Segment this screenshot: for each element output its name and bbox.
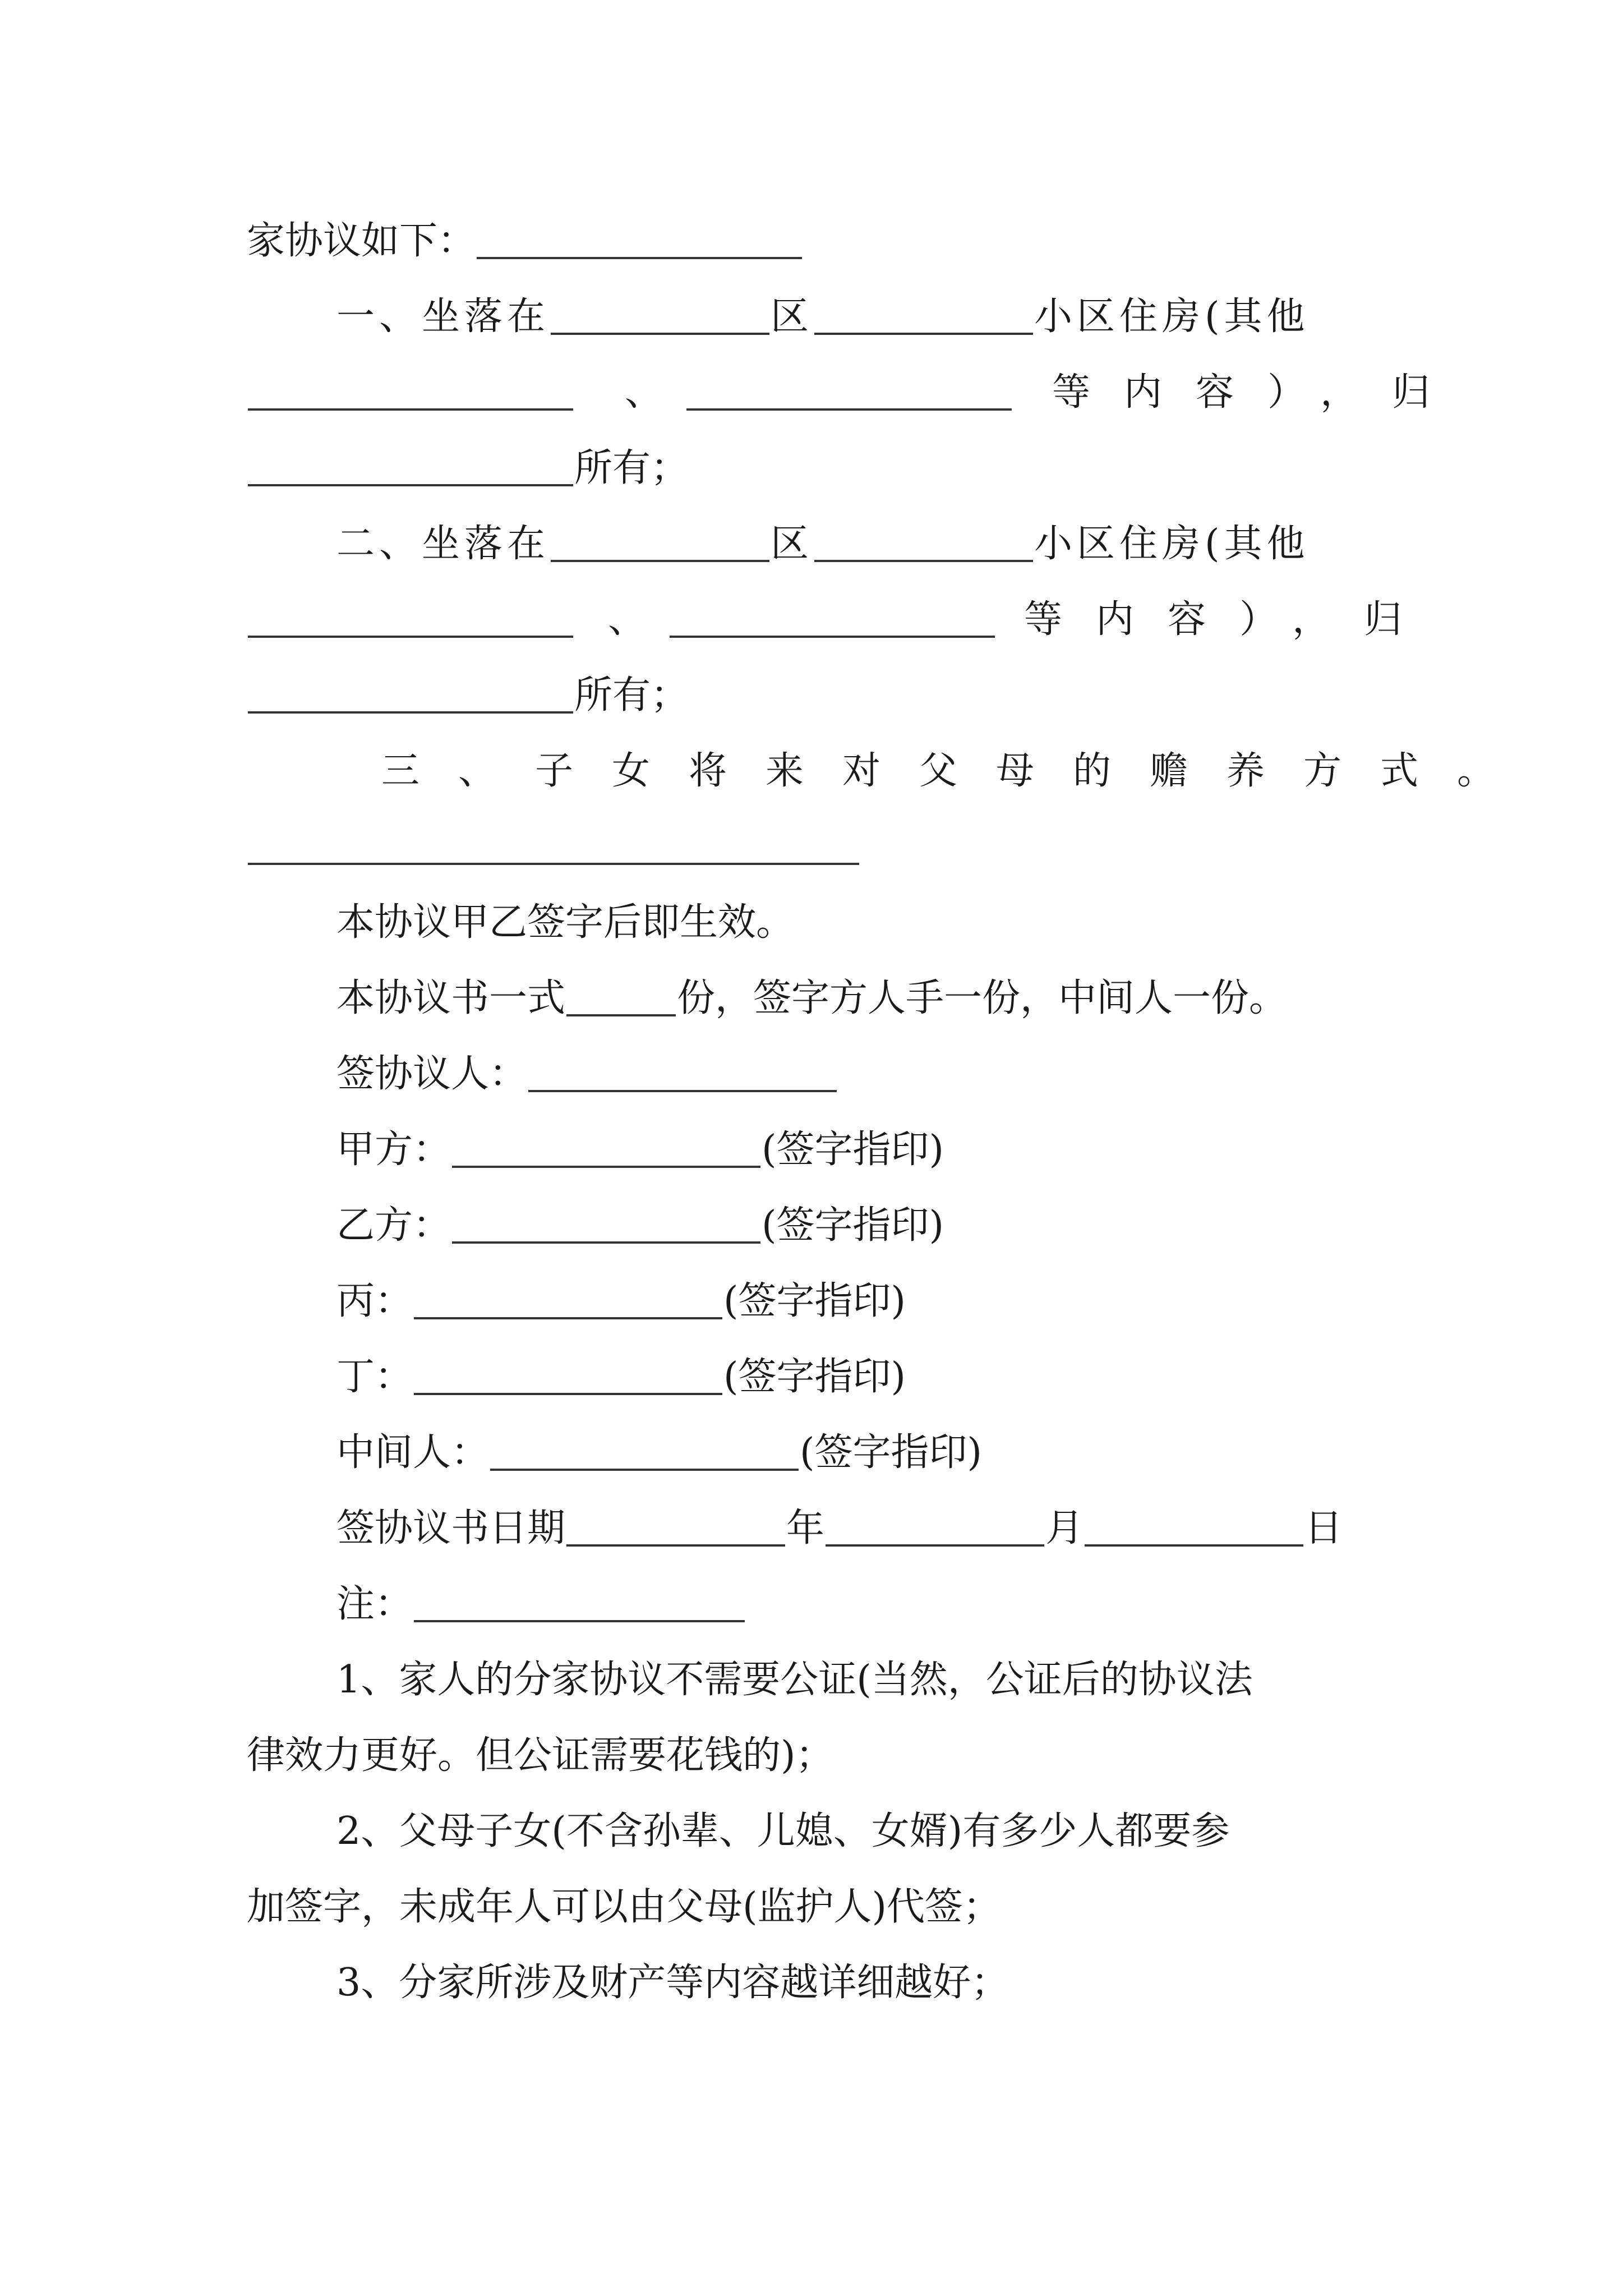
note1-line-2 [247,1728,834,1784]
item1-sep: 、 [625,370,663,415]
item3-text: 三、子女将来对父母的赡养方式。 [381,749,1534,793]
day-label: 日 [1304,1506,1343,1550]
item1-prefix: 一、坐落在 [336,295,550,339]
item3-blank-line [247,819,860,875]
copies-suffix: 份，签字方人手一份，中间人一份。 [677,976,1288,1020]
note3-text: 3、分家所涉及财产等内容越详细越好； [336,1961,1009,2005]
item1-line [336,289,1310,345]
year-blank[interactable] [566,1543,785,1547]
item2-sep: 、 [608,597,647,642]
item2-district: 区 [771,522,814,566]
sign-mark: (签字指印) [800,1430,983,1475]
note2-text-2: 加签字，未成年人可以由父母(监护人)代签； [247,1885,1002,1929]
item2-prefix: 二、坐落在 [336,522,550,566]
item2-house: 小区住房(其他 [1034,522,1310,566]
note-line [336,1576,746,1632]
date-label: 签协议书日期 [336,1506,566,1550]
community-blank[interactable] [814,332,1033,335]
party-a-blank[interactable] [452,1165,760,1168]
item2-line [336,516,1310,572]
middleman-blank[interactable] [490,1467,799,1471]
copies-blank[interactable] [566,1013,676,1016]
effect-line [336,895,794,951]
item1-line-2 [247,365,1464,421]
year-label: 年 [786,1506,825,1550]
signers-line [336,1046,838,1102]
district-blank[interactable] [551,332,769,335]
sign-mark: (签字指印) [762,1203,944,1248]
note2-line [336,1803,1229,1860]
community-blank-2[interactable] [814,559,1033,562]
other-blank-2[interactable] [686,407,1012,411]
note-blank[interactable] [414,1619,745,1622]
middleman-line [336,1425,982,1481]
middleman-label: 中间人： [336,1430,490,1475]
item1-house: 小区住房(其他 [1034,295,1310,339]
owner-blank-2[interactable] [248,710,573,714]
party-a-line [336,1122,944,1178]
copies-prefix: 本协议书一式 [336,976,566,1020]
note1-text-2: 律效力更好。但公证需要花钱的)； [247,1733,834,1778]
intro-line [247,213,803,269]
party-c-blank[interactable] [414,1316,722,1319]
other-blank-3[interactable] [248,634,573,638]
blank-field[interactable] [477,256,802,259]
district-blank-2[interactable] [551,559,769,562]
other-blank-1[interactable] [248,407,573,411]
item3-line [381,743,1534,799]
party-b-blank[interactable] [452,1240,760,1244]
item1-end: 等内容），归 [1052,370,1464,415]
party-d-label: 丁： [336,1355,413,1399]
sign-mark: (签字指印) [762,1128,944,1172]
note-label: 注： [336,1582,413,1626]
copies-line [336,970,1287,1027]
sign-mark: (签字指印) [723,1279,906,1323]
sign-mark: (签字指印) [723,1355,906,1399]
day-blank[interactable] [1085,1543,1303,1547]
other-blank-4[interactable] [670,634,995,638]
party-a-label: 甲方： [336,1128,451,1172]
note2-line-2 [247,1879,1001,1935]
item2-owner: 所有； [574,673,689,717]
note1-text: 1、家人的分家协议不需要公证(当然，公证后的协议法 [336,1658,1253,1702]
party-d-blank[interactable] [414,1392,722,1395]
party-d-line [336,1349,906,1405]
note2-text: 2、父母子女(不含孙辈、儿媳、女婿)有多少人都要参 [336,1809,1230,1853]
signers-blank[interactable] [528,1089,837,1092]
effect-text: 本协议甲乙签字后即生效。 [336,900,795,945]
note1-line [336,1652,1253,1708]
item1-line-3 [247,440,689,496]
support-method-blank[interactable] [248,862,859,865]
intro-text: 家协议如下： [247,219,476,263]
month-blank[interactable] [826,1543,1044,1547]
item2-end: 等内容），归 [1024,597,1436,642]
item1-owner: 所有； [574,446,689,490]
note3-line [336,1955,1009,2011]
party-b-line [336,1198,944,1254]
owner-blank-1[interactable] [248,483,573,486]
party-c-line [336,1273,906,1329]
month-label: 月 [1045,1506,1084,1550]
party-c-label: 丙： [336,1279,413,1323]
party-b-label: 乙方： [336,1203,451,1248]
signers-label: 签协议人： [336,1052,528,1096]
item2-line-3 [247,668,689,724]
item1-district: 区 [771,295,814,339]
date-line [336,1501,1343,1557]
item2-line-2 [247,592,1436,648]
